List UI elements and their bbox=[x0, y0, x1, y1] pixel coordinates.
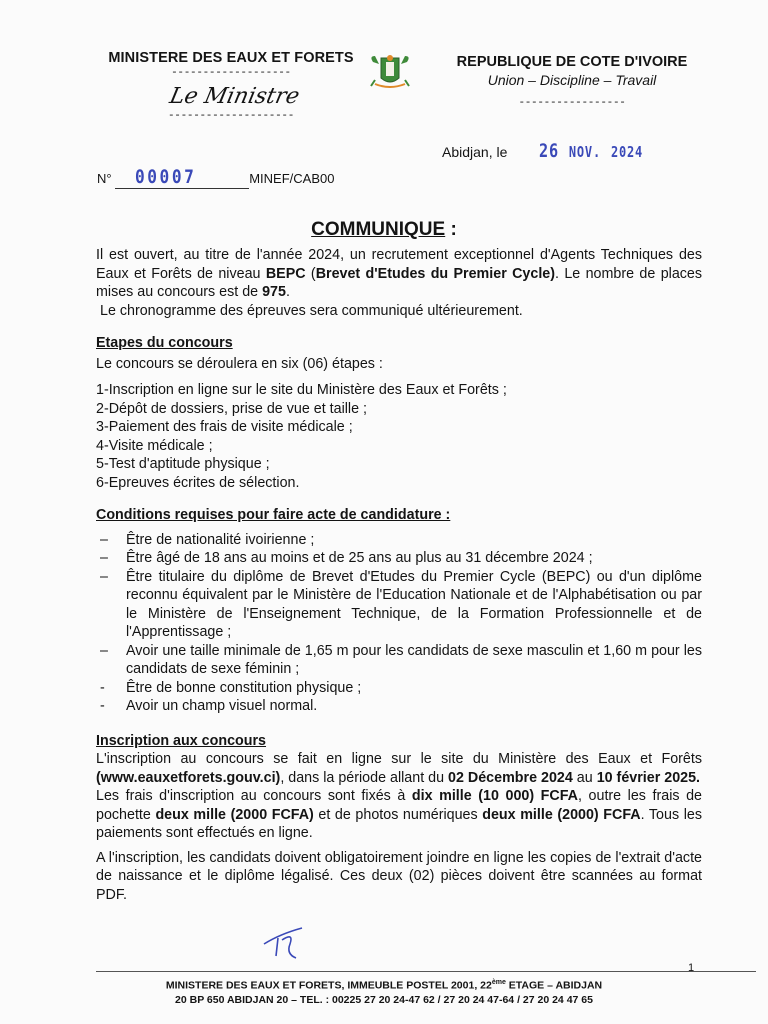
reference-line bbox=[97, 166, 334, 189]
section-heading-steps: Etapes du concours bbox=[96, 335, 233, 351]
list-item: 5-Test d'aptitude physique ; bbox=[96, 456, 270, 472]
title-colon: : bbox=[445, 219, 457, 240]
bullet-dash: - bbox=[100, 679, 105, 696]
condition-text: Être titulaire du diplôme de Brevet d'Etudes du Premier Cycle (BEPC) ou d'un diplôme reconnu équivalent par le Ministère de l'Education Nationale et de l'Alphabétisation ou par le Ministère de l'Enseignement Technique, de la Formation Professionnelle et de l'Apprentissage ; bbox=[126, 568, 702, 640]
list-item bbox=[96, 679, 702, 698]
coat-of-arms-icon bbox=[369, 52, 411, 92]
ref-number-field bbox=[115, 166, 249, 189]
conditions-list bbox=[96, 531, 702, 716]
start-date: 02 Décembre 2024 bbox=[448, 769, 573, 786]
intro-paragraph bbox=[96, 246, 702, 302]
fees-text: , outre les frais de pochette bbox=[96, 788, 702, 823]
steps-list bbox=[96, 381, 702, 492]
initials-signature-icon bbox=[260, 922, 308, 960]
fee-amount: deux mille (2000 FCFA) bbox=[155, 806, 314, 823]
footer-text: MINISTERE DES EAUX ET FORETS, IMMEUBLE POSTEL 2001, 22 bbox=[165, 979, 492, 992]
republic-name: REPUBLIQUE DE COTE D'IVOIRE bbox=[456, 54, 688, 70]
fees-text: Les frais d'inscription au concours sont fixés à bbox=[96, 788, 412, 804]
footer-superscript: ème bbox=[491, 979, 506, 986]
footer-line-1 bbox=[0, 976, 768, 993]
condition-text: Être âgé de 18 ans au moins et de 25 ans au plus au 31 décembre 2024 ; bbox=[126, 550, 593, 566]
condition-text: Avoir une taille minimale de 1,65 m pour les candidats de sexe masculin et 1,60 m pour les candidats de sexe féminin ; bbox=[126, 642, 702, 677]
list-item bbox=[96, 531, 702, 550]
list-item: 3-Paiement des frais de visite médicale ; bbox=[96, 419, 353, 435]
ref-suffix: MINEF/CAB00 bbox=[249, 171, 335, 186]
bullet-dash: – bbox=[100, 568, 108, 585]
list-item bbox=[96, 568, 702, 642]
inscription-text: L'inscription au concours se fait en ligne sur le site du Ministère des Eaux et Forêts bbox=[96, 751, 702, 767]
list-item: 4-Visite médicale ; bbox=[96, 437, 213, 454]
inscription-text: , dans la période allant du bbox=[280, 769, 449, 786]
divider: ----------------- bbox=[518, 97, 626, 109]
divider: -------------------- bbox=[167, 110, 295, 122]
bullet-dash: – bbox=[100, 531, 108, 548]
section-heading-inscription: Inscription aux concours bbox=[96, 732, 267, 749]
date-stamp-year: 2024 bbox=[611, 143, 644, 161]
divider: ------------------- bbox=[171, 67, 291, 79]
chronogram-note: Le chronogramme des épreuves sera communiqué ultérieurement. bbox=[100, 302, 523, 319]
date-line bbox=[442, 140, 669, 162]
list-item: 1-Inscription en ligne sur le site du Ministère des Eaux et Forêts ; bbox=[96, 382, 507, 398]
end-date: 10 février 2025. bbox=[596, 769, 701, 786]
communique-body bbox=[96, 246, 702, 904]
inscription-text: au bbox=[572, 769, 597, 786]
intro-bold: Brevet d'Etudes du Premier Cycle) bbox=[315, 265, 556, 282]
condition-text: Être de nationalité ivoirienne ; bbox=[126, 531, 315, 548]
fees-text: . Tous les paiements sont effectués en ligne. bbox=[96, 806, 702, 841]
city-prefix: Abidjan, le bbox=[442, 144, 508, 160]
intro-text: Il est ouvert, au titre de l'année 2024, un recrutement exceptionnel d'Agents Techniques des Eaux et Forêts de niveau bbox=[96, 247, 702, 282]
bullet-dash: – bbox=[100, 642, 108, 659]
intro-bold: BEPC bbox=[265, 265, 306, 282]
page-number: 1 bbox=[688, 962, 695, 974]
bullet-dash: - bbox=[100, 698, 105, 714]
ministry-header bbox=[96, 50, 366, 123]
bullet-dash: – bbox=[100, 550, 108, 566]
minister-signature bbox=[96, 80, 366, 109]
footer-divider bbox=[96, 971, 756, 972]
footer-text: ETAGE – ABIDJAN bbox=[505, 979, 603, 992]
ref-prefix: N° bbox=[97, 171, 112, 186]
document-title bbox=[0, 219, 768, 241]
steps-intro: Le concours se déroulera en six (06) étapes : bbox=[96, 355, 383, 372]
intro-bold: 975 bbox=[262, 284, 286, 300]
ref-number-stamp: 00007 bbox=[135, 166, 197, 188]
date-stamp bbox=[539, 140, 643, 162]
fees-paragraph bbox=[96, 787, 702, 843]
documents-paragraph: A l'inscription, les candidats doivent obligatoirement joindre en ligne les copies de l'extrait d'acte de naissance et le diplôme légalisé. Ces deux (02) pièces doivent être scannées au format PDF. bbox=[96, 849, 702, 903]
footer-line-2: 20 BP 650 ABIDJAN 20 – TEL. : 00225 27 20 24-47 62 / 27 20 24 47-64 / 27 20 24 47 65 bbox=[175, 993, 593, 1006]
website-url: (www.eauxetforets.gouv.ci) bbox=[96, 769, 281, 786]
intro-text: . Le nombre de places mises au concours est de bbox=[96, 265, 703, 300]
date-stamp-month: NOV. bbox=[569, 143, 602, 161]
inscription-paragraph bbox=[96, 750, 702, 787]
fee-amount: dix mille (10 000) FCFA bbox=[411, 788, 578, 804]
list-item: 2-Dépôt de dossiers, prise de vue et taille ; bbox=[96, 400, 367, 417]
intro-text: . bbox=[285, 284, 290, 300]
date-stamp-day: 26 bbox=[539, 140, 560, 162]
section-heading-conditions: Conditions requises pour faire acte de candidature : bbox=[96, 507, 451, 523]
condition-text: Être de bonne constitution physique ; bbox=[126, 679, 362, 696]
title-text: COMMUNIQUE bbox=[311, 219, 446, 240]
intro-text: ( bbox=[305, 265, 316, 282]
list-item bbox=[96, 642, 702, 679]
footer-address bbox=[0, 976, 768, 1007]
list-item bbox=[96, 697, 702, 716]
republic-header bbox=[436, 54, 708, 110]
fee-amount: deux mille (2000) FCFA bbox=[482, 806, 641, 823]
condition-text: Avoir un champ visuel normal. bbox=[126, 698, 318, 714]
fees-text: et de photos numériques bbox=[313, 806, 483, 823]
minister-signature-text: Le Ministre bbox=[167, 84, 303, 109]
national-motto: Union – Discipline – Travail bbox=[487, 72, 657, 88]
ministry-name: MINISTERE DES EAUX ET FORETS bbox=[108, 50, 354, 66]
list-item: 6-Epreuves écrites de sélection. bbox=[96, 474, 300, 491]
list-item bbox=[96, 549, 702, 568]
